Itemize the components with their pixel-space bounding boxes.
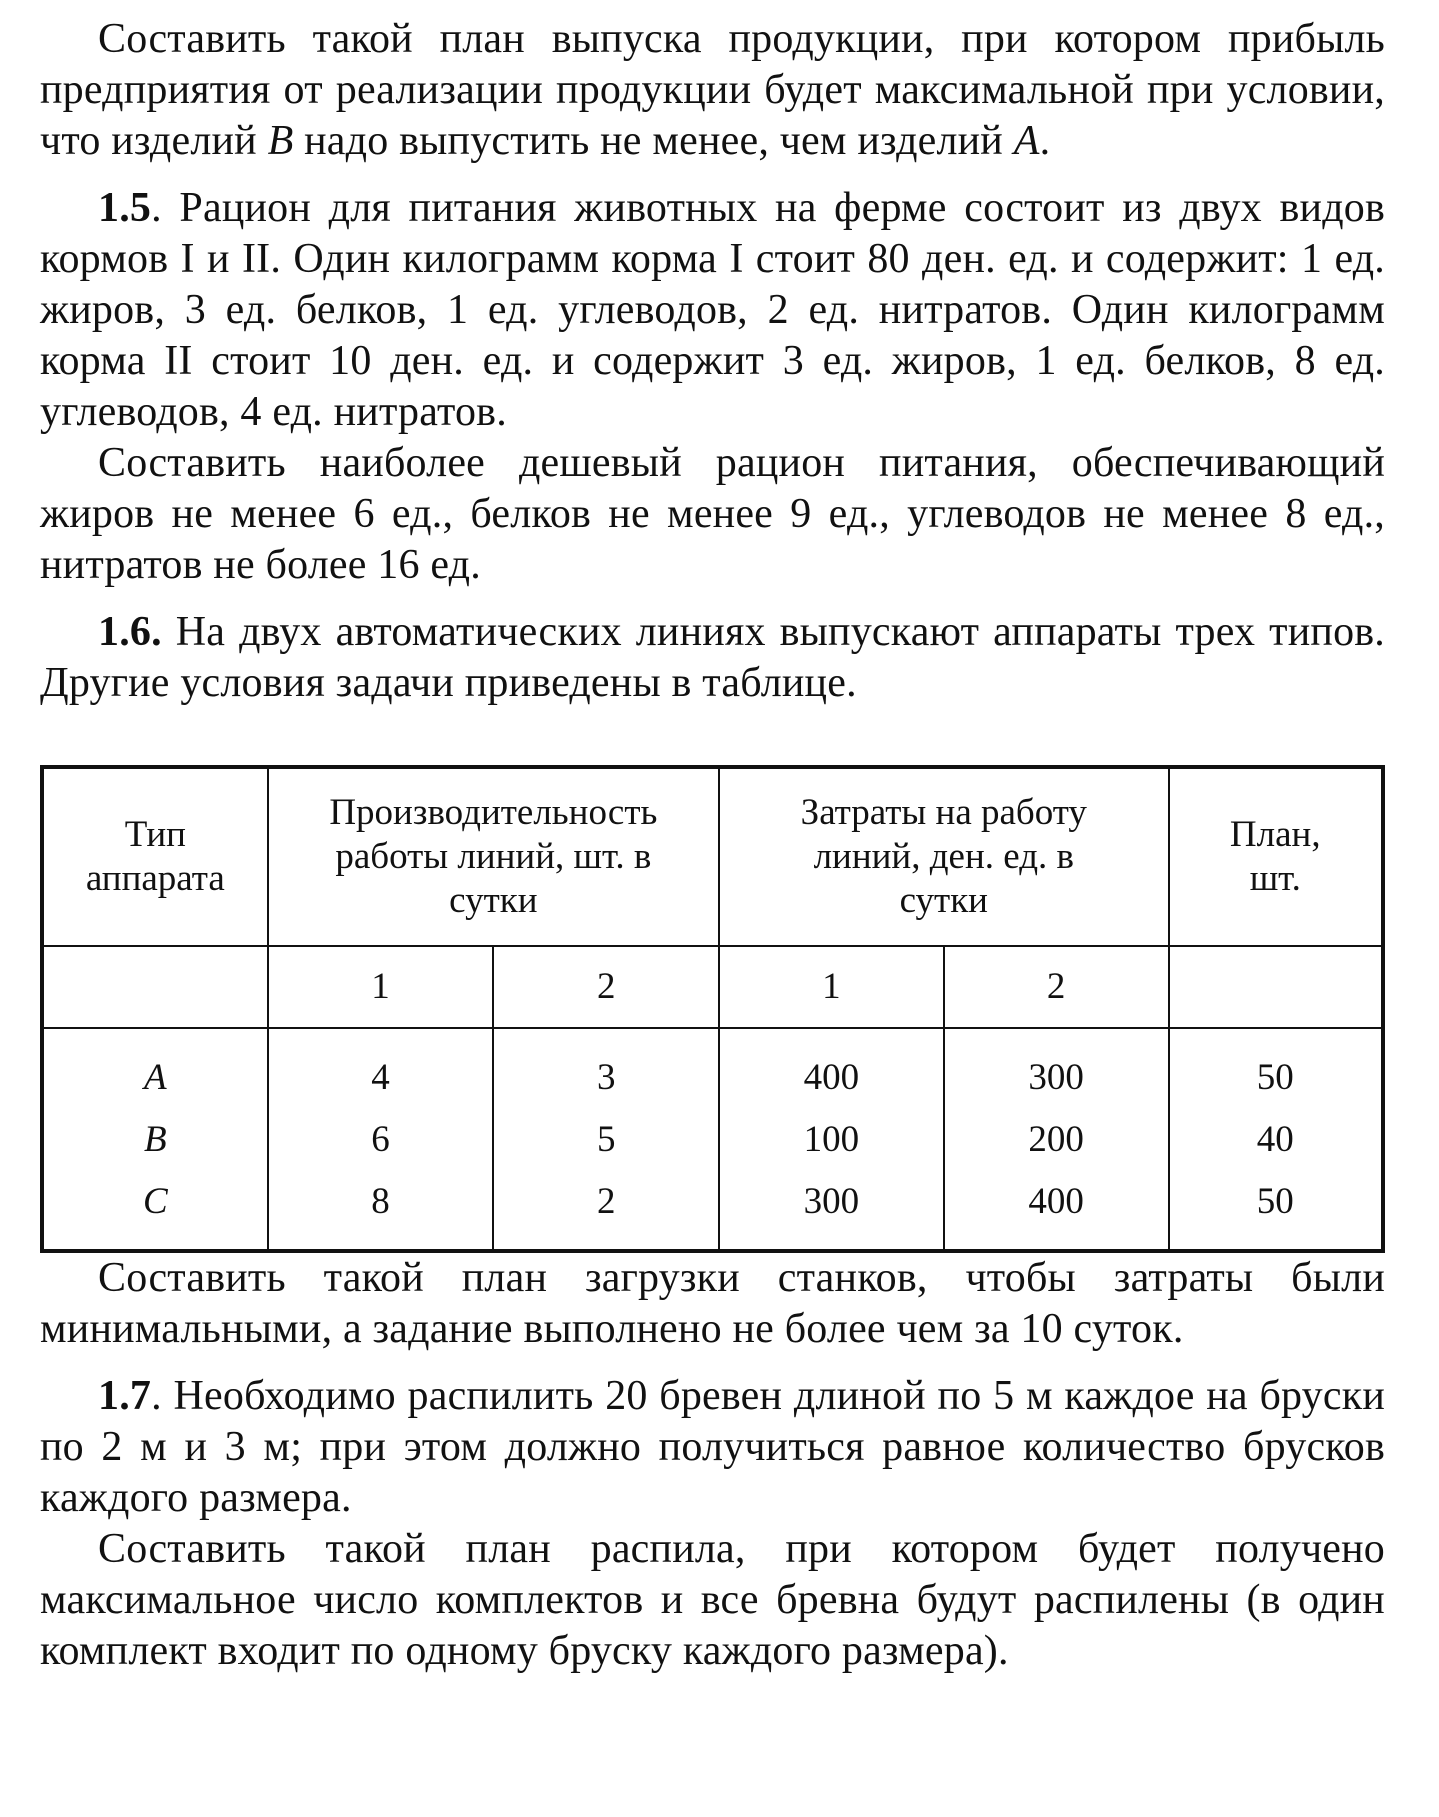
table-cell: 2 (493, 1171, 719, 1251)
table-cell: 50 (1169, 1171, 1383, 1251)
problem-1-5-paragraph (40, 183, 1385, 438)
header-plan: План, шт. (1169, 767, 1383, 946)
table-cell: 300 (944, 1028, 1169, 1109)
intro-paragraph (40, 14, 1385, 167)
table-cell: 8 (268, 1171, 494, 1251)
header-costs: Затраты на работу линий, ден. ед. в сутки (719, 767, 1168, 946)
table-header-row (42, 767, 1383, 946)
problem-1-7-number: 1.7 (98, 1373, 152, 1419)
problem-1-6-text: На двух автоматических линиях выпускают аппараты трех типов. Другие условия задачи приведены в таблице. (40, 609, 1385, 706)
intro-text-mid: надо выпустить не менее, чем изделий (293, 118, 1014, 164)
problem-1-5-text: . Рацион для питания животных на ферме состоит из двух видов кормов I и II. Один килограмм корма I стоит 80 ден. ед. и содержит: 1 ед. жиров, 3 ед. белков, 1 ед. углеводов, 2 ед. нитратов. Один килограмм корма II стоит 10 ден. ед. и содержит 3 ед. жиров, 1 ед. белков, 8 ед. углеводов, 4 ед. нитратов. (40, 185, 1385, 435)
subheader-cell: 2 (493, 946, 719, 1028)
document-page (40, 14, 1385, 1677)
table-cell: 4 (268, 1028, 494, 1109)
subheader-cell (42, 946, 268, 1028)
problem-1-5-task: Составить наиболее дешевый рацион питания, обеспечивающий жиров не менее 6 ед., белков не менее 9 ед., углеводов не менее 8 ед., нитратов не более 16 ед. (40, 440, 1385, 588)
table-cell: 300 (719, 1171, 944, 1251)
table-subheader-row (42, 946, 1383, 1028)
table-cell: 400 (944, 1171, 1169, 1251)
subheader-cell: 1 (719, 946, 944, 1028)
problem-1-7-text: . Необходимо распилить 20 бревен длиной по 5 м каждое на бруски по 2 м и 3 м; при этом должно получиться равное количество брусков каждого размера. (40, 1373, 1385, 1521)
table-cell: 50 (1169, 1028, 1383, 1109)
problem-1-6-number: 1.6. (98, 609, 162, 655)
var-b: B (267, 118, 294, 164)
intro-text-before: Составить такой план выпуска продукции, при котором прибыль предприятия от реализации продукции будет максимальной при условии, что изделий (40, 16, 1385, 164)
table-row (42, 1109, 1383, 1171)
type-cell: A (42, 1028, 268, 1109)
header-productivity: Производительность работы линий, шт. в сутки (268, 767, 719, 946)
table-cell: 400 (719, 1028, 944, 1109)
subheader-cell (1169, 946, 1383, 1028)
table-row (42, 1028, 1383, 1109)
var-a: A (1013, 118, 1040, 164)
apparatus-table (40, 765, 1385, 1253)
type-cell: B (42, 1109, 268, 1171)
problem-1-7-task: Составить такой план распила, при котором будет получено максимальное число комплектов и все бревна будут распилены (в один комплект входит по одному бруску каждого размера). (40, 1526, 1385, 1674)
table-row (42, 1171, 1383, 1251)
table-cell: 100 (719, 1109, 944, 1171)
problem-1-5-number: 1.5 (98, 185, 152, 231)
problem-1-7-paragraph (40, 1371, 1385, 1524)
table-cell: 3 (493, 1028, 719, 1109)
table-cell: 5 (493, 1109, 719, 1171)
intro-text-end: . (1039, 118, 1051, 164)
table-cell: 6 (268, 1109, 494, 1171)
problem-1-6-task: Составить такой план загрузки станков, чтобы затраты были минимальными, а задание выполнено не более чем за 10 суток. (40, 1255, 1385, 1352)
subheader-cell: 2 (944, 946, 1169, 1028)
header-type: Тип аппарата (42, 767, 268, 946)
subheader-cell: 1 (268, 946, 494, 1028)
table-cell: 40 (1169, 1109, 1383, 1171)
problem-1-6-paragraph (40, 607, 1385, 709)
type-cell: C (42, 1171, 268, 1251)
table-cell: 200 (944, 1109, 1169, 1171)
